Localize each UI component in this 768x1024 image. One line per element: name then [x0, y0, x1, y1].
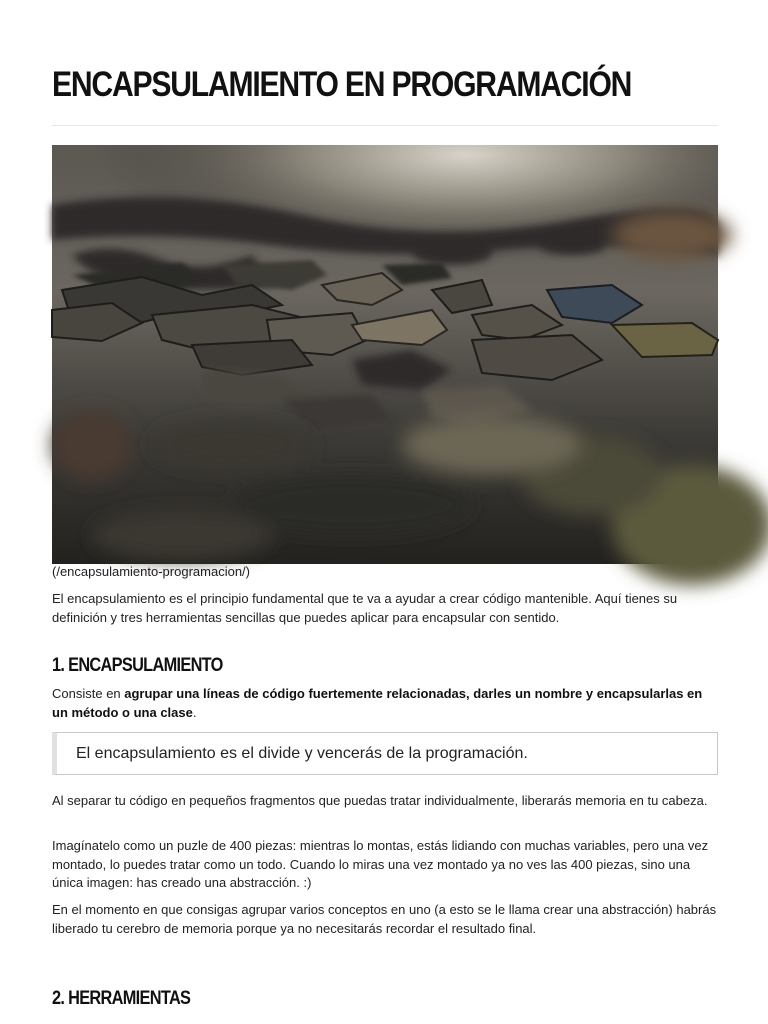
definition-suffix: .	[192, 704, 197, 720]
section-heading-encapsulamiento: 1. ENCAPSULAMIENTO	[52, 655, 223, 676]
paragraph-memoria: Al separar tu código en pequeños fragmentos que puedas tratar individualmente, liberarás memoria en tu cabeza.	[52, 793, 708, 808]
next-section-heading-cutoff	[52, 988, 312, 1009]
next-heading-fragment: 2. HERRAMIENTAS	[52, 988, 191, 1009]
page-title: ENCAPSULAMIENTO EN PROGRAMACIÓN	[52, 65, 632, 104]
hero-link[interactable]: (/encapsulamiento-programacion/)	[52, 564, 250, 579]
blockquote	[52, 732, 718, 775]
definition-prefix: Consiste en	[52, 686, 125, 701]
title-divider	[52, 125, 718, 126]
paragraph-abstraccion: En el momento en que consigas agrupar varios conceptos en uno (a esto se le llama crear una abstracción) habrás liberado tu cerebro de memoria porque ya no necesitarás recordar el resultado final.	[52, 902, 717, 936]
hero-image-puzzle[interactable]	[52, 145, 718, 564]
intro-paragraph: El encapsulamiento es el principio fundamental que te va a ayudar a crear código mantenible. Aquí tienes su definición y tres herramientas sencillas que puedes aplicar para encapsular con sentido.	[52, 591, 678, 625]
definition-bold: agrupar una líneas de código fuertemente relacionadas, darles un nombre y encapsularlas en un método o una clase	[52, 686, 703, 720]
blockquote-text: El encapsulamiento es el divide y vencerás de la programación.	[76, 744, 528, 762]
paragraph-puzle: Imagínatelo como un puzle de 400 piezas: mientras lo montas, estás lidiando con muchas variables, pero una vez montado, lo puedes tratar como un todo. Cuando lo miras una vez montado ya no ves las 400 piezas, sino una única imagen: has creado una abstracción. :)	[52, 838, 709, 890]
puzzle-illustration	[52, 145, 718, 564]
definition-paragraph	[52, 685, 718, 722]
